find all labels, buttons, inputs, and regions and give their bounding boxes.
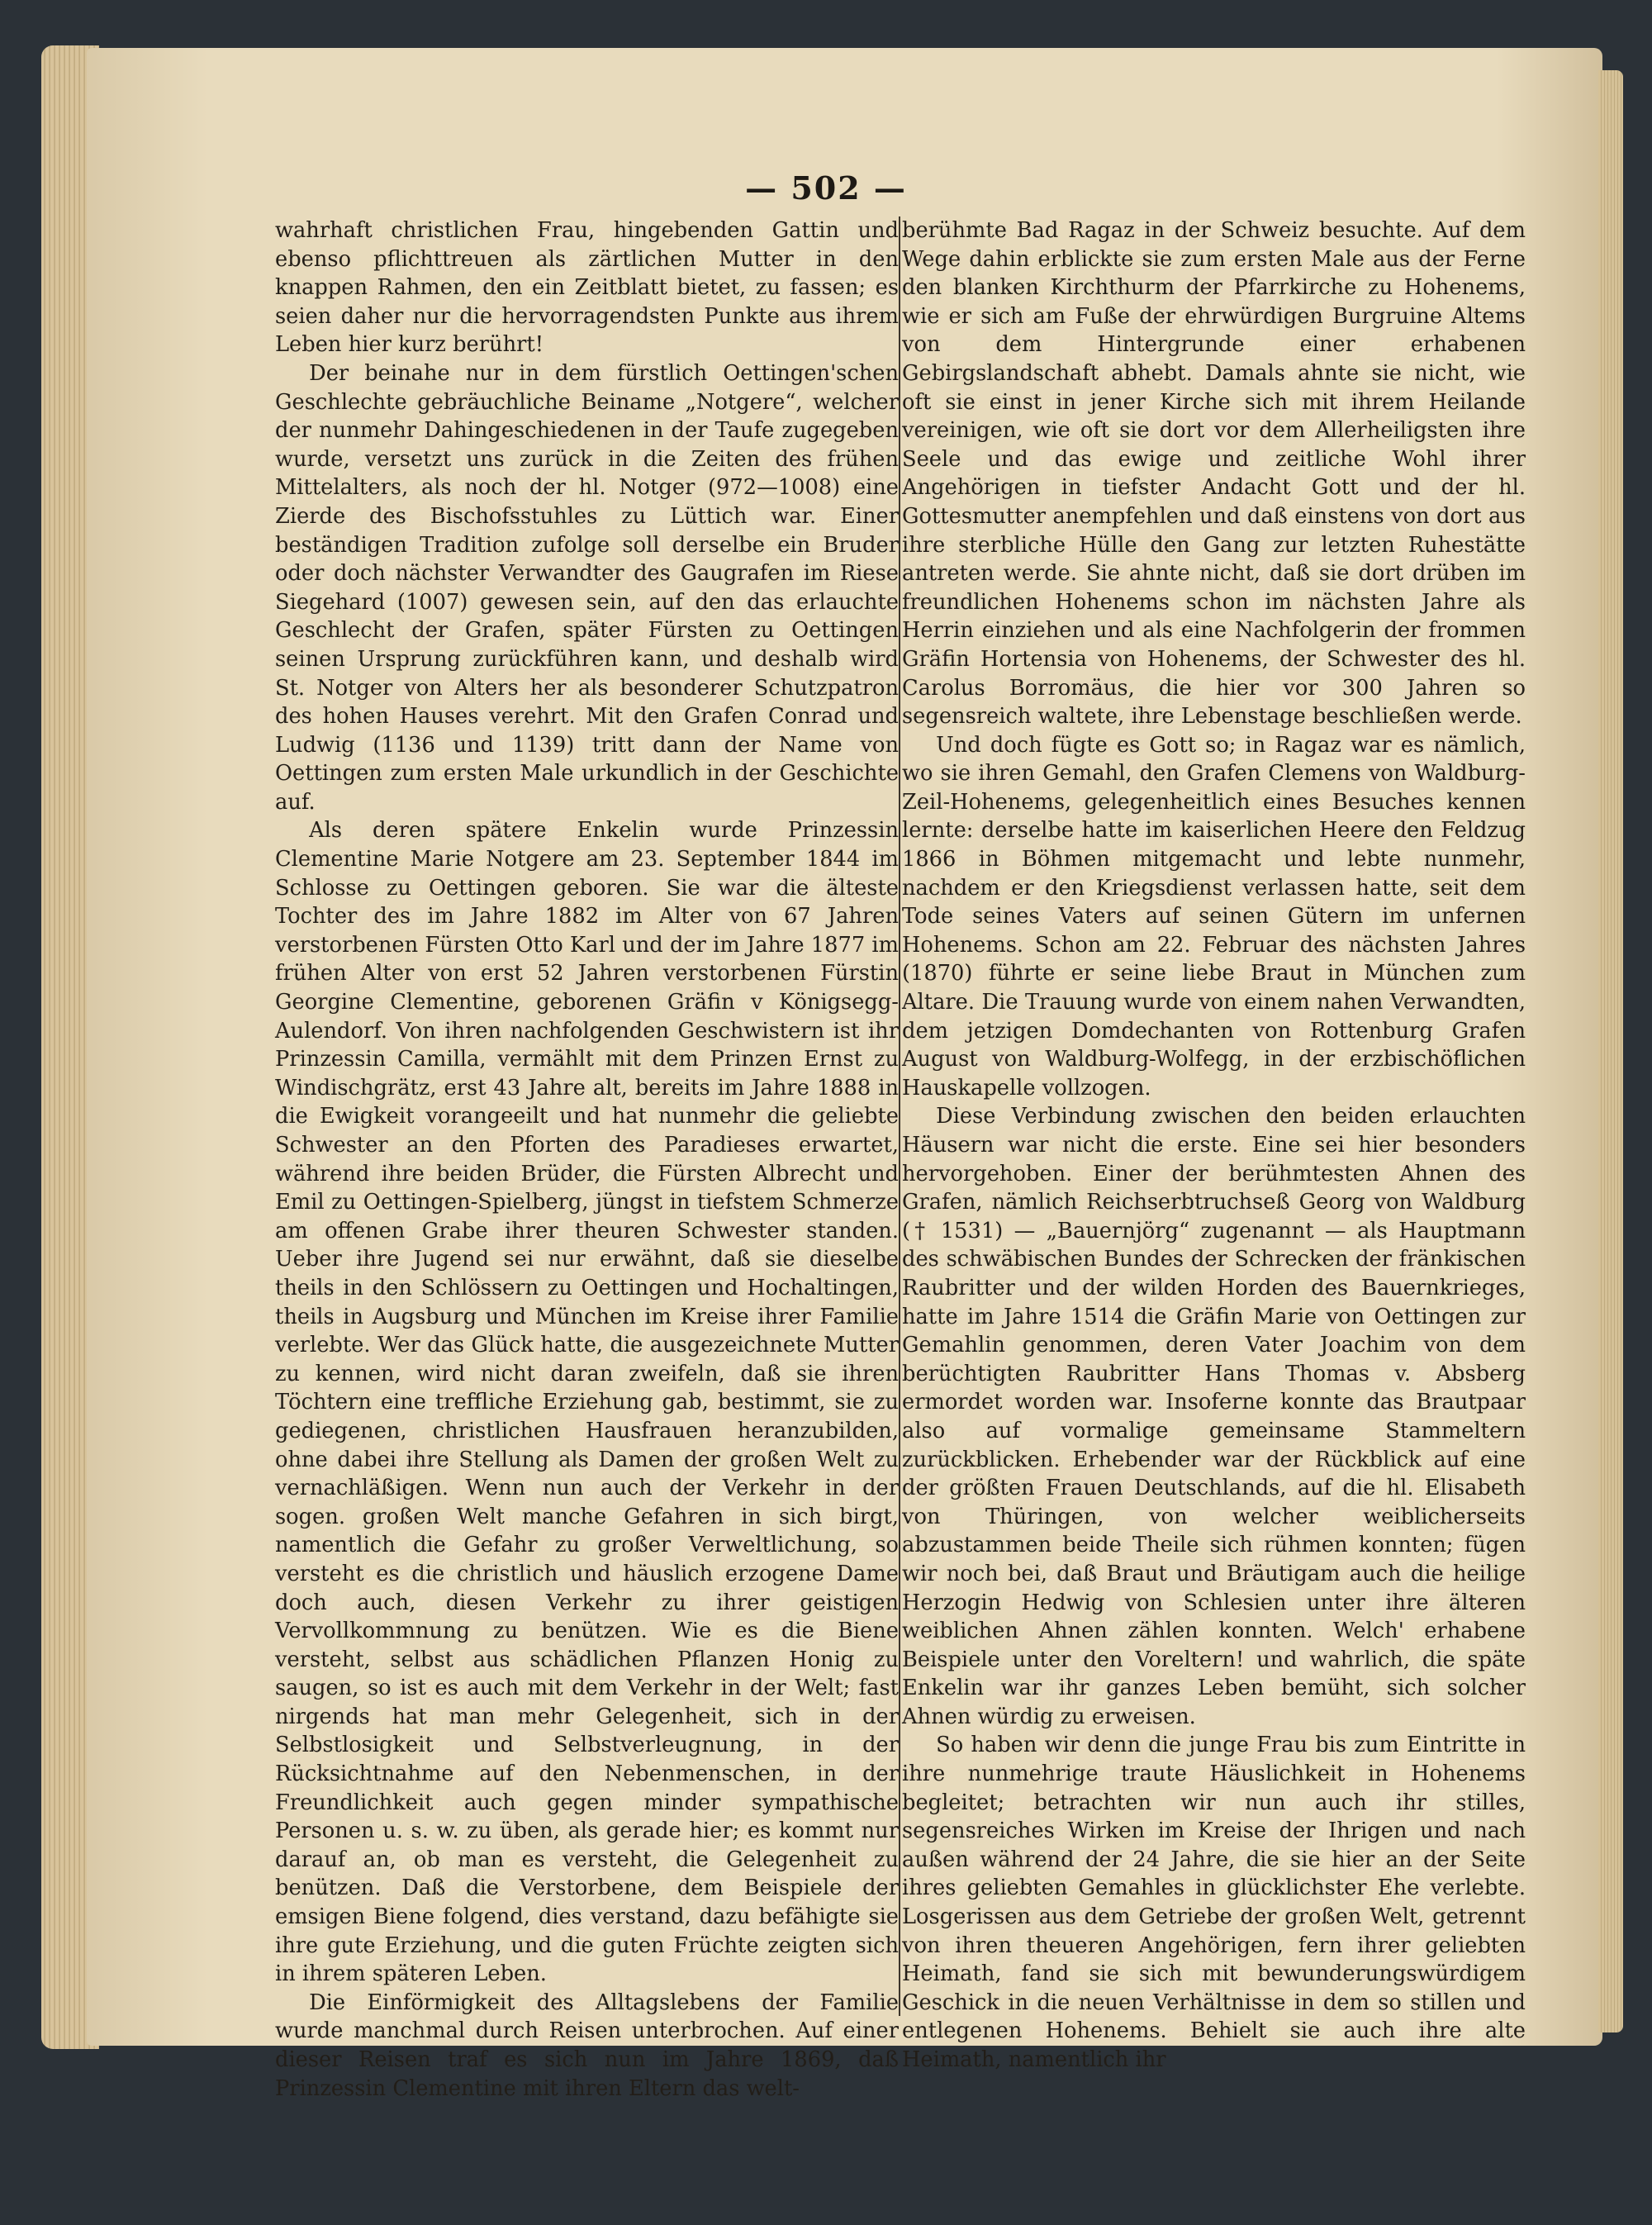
left-column [275, 216, 899, 2101]
book-edge-right [1598, 70, 1623, 2032]
paragraph: berühmte Bad Ragaz in der Schweiz besuchte. Auf dem Wege dahin erblickte sie zum ersten Male aus der Ferne den blanken Kirchthurm der Pfarrkirche zu Hohenems, wie er sich am Fuße der ehrwürdigen Burgruine Altems von dem Hintergrunde einer erhabenen Gebirgslandschaft abhebt. Damals ahnte sie nicht, wie oft sie einst in jener Kirche sich mit ihrem Heilande vereinigen, wie oft sie dort vor dem Allerheiligsten ihre Seele und das ewige und zeitliche Wohl ihrer Angehörigen in tiefster Andacht Gott und der hl. Gottesmutter anempfehlen und daß einstens von dort aus ihre sterbliche Hülle den Gang zur letzten Ruhestätte antreten werde. Sie ahnte nicht, daß sie dort drüben im freundlichen Hohenems schon im nächsten Jahre als Herrin einziehen und als eine Nachfolgerin der frommen Gräfin Hortensia von Hohenems, der Schwester des hl. Carolus Borromäus, die hier vor 300 Jahren so segensreich waltete, ihre Lebenstage beschließen werde. [902, 218, 1526, 730]
right-column [902, 216, 1526, 2072]
paragraph: So haben wir denn die junge Frau bis zum Eintritte in ihre nunmehrige traute Häuslichkeit in Hohenems begleitet; betrachten wir nun auch ihr stilles, segensreiches Wirken im Kreise der Ihrigen und nach außen während der 24 Jahre, die sie hier an der Seite ihres geliebten Gemahles in glücklichster Ehe verlebte. Losgerissen aus dem Getriebe der großen Welt, getrennt von ihren theueren Angehörigen, fern ihrer geliebten Heimath, fand sie sich mit bewunderungswürdigem Geschick in die neuen Verhältnisse in dem so stillen und entlegenen Hohenems. Behielt sie auch ihre alte Heimath, namentlich ihr [902, 1733, 1526, 2072]
column-divider [899, 216, 900, 2016]
paragraph: Der beinahe nur in dem fürstlich Oettingen'schen Geschlechte gebräuchliche Beiname „Notgere“, welcher der nunmehr Dahingeschiedenen in der Taufe zugegeben wurde, versetzt uns zurück in die Zeiten des frühen Mittelalters, als noch der hl. Notger (972—1008) eine Zierde des Bischofsstuhles zu Lüttich war. Einer beständigen Tradition zufolge soll derselbe ein Bruder oder doch nächster Verwandter des Gaugrafen im Riese Siegehard (1007) gewesen sein, auf den das erlauchte Geschlecht der Grafen, später Fürsten zu Oettingen seinen Ursprung zurückführen kann, und deshalb wird St. Notger von Alters her als besonderer Schutzpatron des hohen Hauses verehrt. Mit den Grafen Conrad und Ludwig (1136 und 1139) tritt dann der Name von Oettingen zum ersten Male urkundlich in der Geschichte auf. [275, 360, 899, 815]
paragraph: Diese Verbindung zwischen den beiden erlauchten Häusern war nicht die erste. Eine sei hier besonders hervorgehoben. Einer der berühmtesten Ahnen des Grafen, nämlich Reichserbtruchseß Georg von Waldburg († 1531) — „Bauernjörg“ zugenannt — als Hauptmann des schwäbischen Bundes der Schrecken der fränkischen Raubritter und der wilden Horden des Bauernkrieges, hatte im Jahre 1514 die Gräfin Marie von Oettingen zur Gemahlin genommen, deren Vater Joachim von dem berüchtigten Raubritter Hans Thomas v. Absberg ermordet worden war. Insoferne konnte das Brautpaar also auf vormalige gemeinsame Stammeltern zurückblicken. Erhebender war der Rückblick auf eine der größten Frauen Deutschlands, auf die hl. Elisabeth von Thüringen, von welcher weiblicherseits abzustammen beide Theile sich rühmen konnten; fügen wir noch bei, daß Braut und Bräutigam auch die heilige Herzogin Hedwig von Schlesien unter ihre älteren weiblichen Ahnen zählen konnten. Welch' erhabene Beispiele unter den Voreltern! und wahrlich, die späte Enkelin war ihr ganzes Leben bemüht, sich solcher Ahnen würdig zu erweisen. [902, 1104, 1526, 1729]
paragraph: Die Einförmigkeit des Alltagslebens der Familie wurde manchmal durch Reisen unterbrochen. Auf einer dieser Reisen traf es sich nun im Jahre 1869, daß Prinzessin Clementine mit ihren Eltern das welt- [275, 1990, 899, 2101]
paragraph: Als deren spätere Enkelin wurde Prinzessin Clementine Marie Notgere am 23. September 1844 im Schlosse zu Oettingen geboren. Sie war die älteste Tochter des im Jahre 1882 im Alter von 67 Jahren verstorbenen Fürsten Otto Karl und der im Jahre 1877 im frühen Alter von erst 52 Jahren verstorbenen Fürstin Georgine Clementine, geborenen Gräfin v Königsegg-Aulendorf. Von ihren nachfolgenden Geschwistern ist ihr Prinzessin Camilla, vermählt mit dem Prinzen Ernst zu Windischgrätz, erst 43 Jahre alt, bereits im Jahre 1888 in die Ewigkeit vorangeeilt und hat nunmehr die geliebte Schwester an den Pforten des Paradieses erwartet, während ihre beiden Brüder, die Fürsten Albrecht und Emil zu Oettingen-Spielberg, jüngst in tiefstem Schmerze am offenen Grabe ihrer theuren Schwester standen. Ueber ihre Jugend sei nur erwähnt, daß sie dieselbe theils in den Schlössern zu Oettingen und Hochaltingen, theils in Augsburg und München im Kreise ihrer Familie verlebte. Wer das Glück hatte, die ausgezeichnete Mutter zu kennen, wird nicht daran zweifeln, daß sie ihren Töchtern eine treffliche Erziehung gab, bestimmt, sie zu gediegenen, christlichen Hausfrauen heranzubilden, ohne dabei ihre Stellung als Damen der großen Welt zu vernachläßigen. Wenn nun auch der Verkehr in der sogen. großen Welt manche Gefahren in sich birgt, namentlich die Gefahr zu großer Verweltlichung, so versteht es die christlich und häuslich erzogene Dame doch auch, diesen Verkehr zu ihrer geistigen Vervollkommnung zu benützen. Wie es die Biene versteht, selbst aus schädlichen Pflanzen Honig zu saugen, so ist es auch mit dem Verkehr in der Welt; fast nirgends hat man mehr Gelegenheit, sich in der Selbstlosigkeit und Selbstverleugnung, in der Rücksichtnahme auf den Nebenmenschen, in der Freundlichkeit auch gegen minder sympathische Personen u. s. w. zu üben, als gerade hier; es kommt nur darauf an, ob man es versteht, die Gelegenheit zu benützen. Daß die Verstorbene, dem Beispiele der emsigen Biene folgend, dies verstand, dazu befähigte sie ihre gute Erziehung, und die guten Früchte zeigten sich in ihrem späteren Leben. [275, 818, 899, 1987]
paragraph: Und doch fügte es Gott so; in Ragaz war es nämlich, wo sie ihren Gemahl, den Grafen Clemens von Waldburg-Zeil-Hohenems, gelegenheitlich eines Besuches kennen lernte: derselbe hatte im kaiserlichen Heere den Feldzug 1866 in Böhmen mitgemacht und lebte nunmehr, nachdem er den Kriegsdienst verlassen hatte, seit dem Tode seines Vaters auf seinen Gütern im unfernen Hohenems. Schon am 22. Februar des nächsten Jahres (1870) führte er seine liebe Braut in München zum Altare. Die Trauung wurde von einem nahen Verwandten, dem jetzigen Domdechanten von Rottenburg Grafen August von Waldburg-Wolfegg, in der erzbischöflichen Hauskapelle vollzogen. [902, 732, 1526, 1101]
page-number: — 502 — [745, 169, 907, 207]
paragraph: wahrhaft christlichen Frau, hingebenden Gattin und ebenso pflichttreuen als zärtlichen Mutter in den knappen Rahmen, den ein Zeitblatt bietet, zu fassen; es seien daher nur die hervorragendsten Punkte aus ihrem Leben hier kurz berührt! [275, 218, 899, 358]
